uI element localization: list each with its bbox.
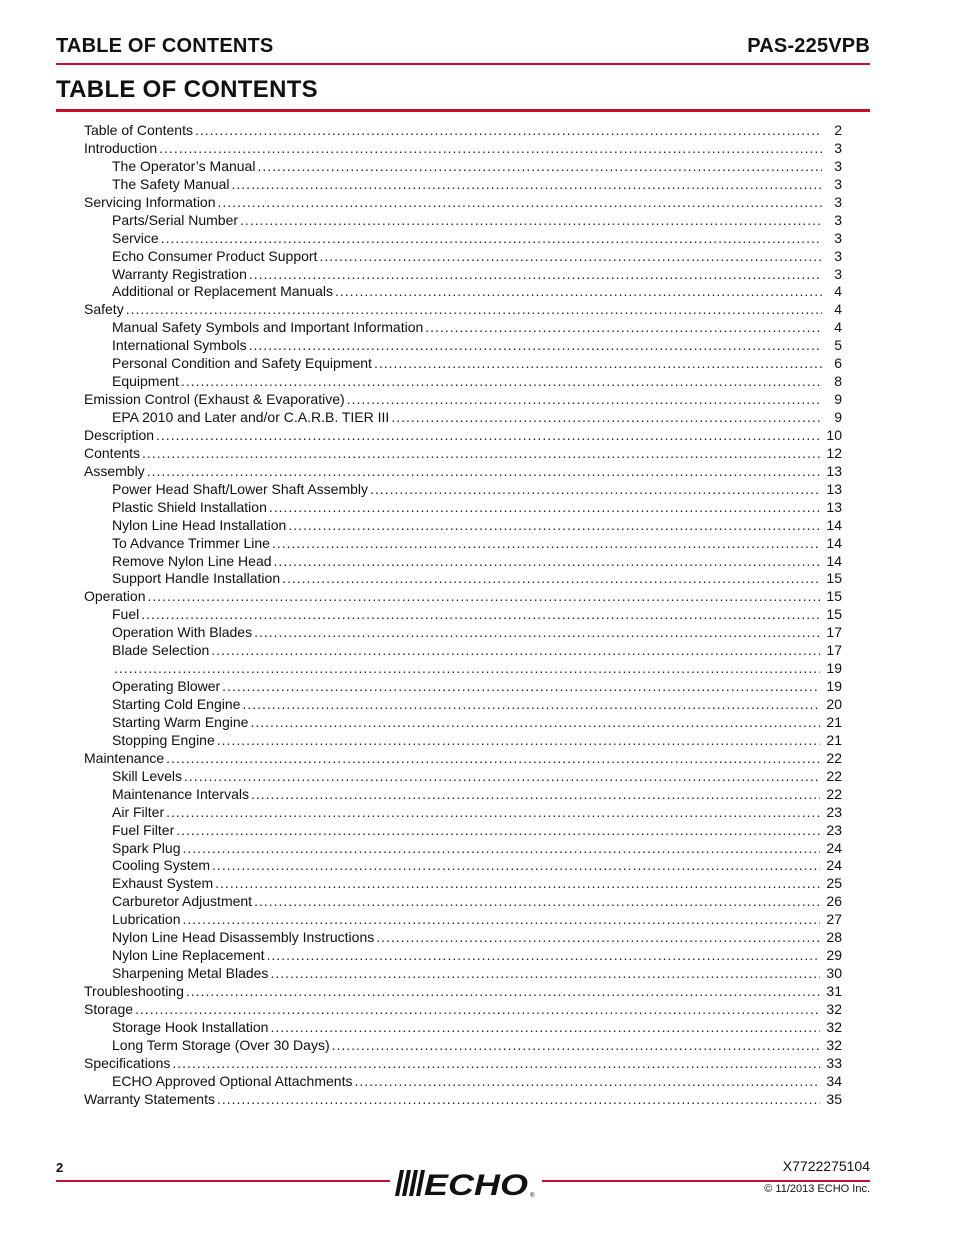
toc-entry-label: Power Head Shaft/Lower Shaft Assembly bbox=[112, 480, 369, 497]
toc-entry-label: Safety bbox=[84, 301, 124, 318]
toc-dot-leader bbox=[161, 230, 822, 248]
toc-entry-page: 33 bbox=[826, 1054, 842, 1071]
toc-dot-leader bbox=[232, 176, 822, 194]
toc-dot-leader bbox=[176, 822, 820, 840]
toc-entry[interactable] bbox=[84, 911, 842, 929]
toc-entry-label: Starting Warm Engine bbox=[112, 713, 249, 730]
toc-entry-page: 35 bbox=[826, 1090, 842, 1107]
toc-dot-leader bbox=[172, 1055, 820, 1073]
toc-dot-leader bbox=[250, 714, 820, 732]
toc-entry[interactable] bbox=[84, 1037, 842, 1055]
toc-entry[interactable] bbox=[84, 624, 842, 642]
toc-entry[interactable] bbox=[84, 714, 842, 732]
part-number: X7722275104 bbox=[782, 1158, 870, 1174]
svg-text:®: ® bbox=[530, 1193, 535, 1199]
toc-entry[interactable] bbox=[84, 822, 842, 840]
toc-dot-leader bbox=[156, 427, 820, 445]
toc-entry-label: Servicing Information bbox=[84, 193, 216, 210]
toc-entry-label: Stopping Engine bbox=[112, 731, 215, 748]
toc-entry-page: 3 bbox=[834, 157, 842, 174]
toc-entry-page: 9 bbox=[834, 409, 842, 425]
footer-page-number: 2 bbox=[56, 1160, 64, 1175]
toc-entry-page: 3 bbox=[834, 175, 842, 192]
toc-dot-leader bbox=[181, 373, 822, 391]
footer-divider-left bbox=[56, 1180, 390, 1182]
toc-entry-label: Plastic Shield Installation bbox=[112, 498, 267, 515]
toc-dot-leader bbox=[218, 194, 822, 212]
toc-dot-leader bbox=[374, 355, 822, 373]
toc-entry-page: 24 bbox=[826, 857, 842, 874]
toc-dot-leader bbox=[282, 570, 820, 588]
toc-entry[interactable] bbox=[84, 588, 842, 606]
toc-entry-page: 32 bbox=[826, 1018, 842, 1035]
toc-entry-page: 6 bbox=[834, 355, 842, 372]
toc-dot-leader bbox=[141, 606, 820, 624]
toc-entry-page: 13 bbox=[826, 498, 842, 515]
toc-dot-leader bbox=[354, 1073, 820, 1091]
toc-entry-label: Operation With Blades bbox=[112, 624, 253, 641]
toc-entry[interactable] bbox=[84, 750, 842, 768]
toc-entry-page: 21 bbox=[826, 713, 842, 730]
header-divider bbox=[56, 63, 870, 65]
toc-entry[interactable] bbox=[84, 373, 842, 391]
toc-entry-label: Long Term Storage (Over 30 Days) bbox=[112, 1036, 330, 1053]
toc-entry-label: Assembly bbox=[84, 462, 145, 479]
toc-dot-leader bbox=[211, 642, 820, 660]
toc-dot-leader bbox=[159, 140, 822, 158]
toc-entry-label: Maintenance bbox=[84, 749, 165, 766]
toc-entry-page: 8 bbox=[834, 373, 842, 390]
toc-dot-leader bbox=[254, 893, 820, 911]
toc-entry[interactable] bbox=[84, 391, 842, 409]
title-divider bbox=[56, 109, 870, 112]
toc-entry-page: 23 bbox=[826, 821, 842, 838]
toc-dot-leader bbox=[166, 750, 820, 768]
toc-entry-label: Carburetor Adjustment bbox=[112, 893, 253, 910]
toc-entry-page: 3 bbox=[834, 139, 842, 156]
toc-entry[interactable] bbox=[84, 140, 842, 158]
toc-entry-page: 9 bbox=[834, 391, 842, 408]
toc-entry[interactable] bbox=[84, 857, 842, 875]
toc-entry[interactable] bbox=[84, 606, 842, 624]
header-model-number: PAS-225VPB bbox=[747, 34, 870, 57]
toc-entry-label: Nylon Line Head Disassembly Instructions bbox=[112, 929, 375, 946]
toc-dot-leader bbox=[269, 499, 821, 517]
toc-entry[interactable] bbox=[84, 319, 842, 337]
toc-entry[interactable] bbox=[84, 301, 842, 319]
toc-entry-page: 22 bbox=[826, 767, 842, 784]
toc-entry-page: 12 bbox=[826, 444, 842, 461]
toc-entry[interactable] bbox=[84, 337, 842, 355]
toc-entry-label: Additional or Replacement Manuals bbox=[112, 283, 334, 300]
toc-entry[interactable] bbox=[84, 732, 842, 750]
toc-entry[interactable] bbox=[84, 499, 842, 517]
toc-entry[interactable] bbox=[84, 1019, 842, 1037]
toc-entry-page: 3 bbox=[834, 229, 842, 246]
toc-dot-leader bbox=[114, 660, 820, 678]
toc-dot-leader bbox=[274, 553, 821, 571]
toc-entry[interactable] bbox=[84, 642, 842, 660]
toc-entry-page: 21 bbox=[826, 731, 842, 748]
toc-entry[interactable] bbox=[84, 553, 842, 571]
toc-entry-label: Personal Condition and Safety Equipment bbox=[112, 355, 372, 372]
toc-dot-leader bbox=[142, 445, 820, 463]
toc-entry-page: 32 bbox=[826, 1000, 842, 1017]
toc-dot-leader bbox=[319, 248, 822, 266]
toc-entry-label: Fuel Filter bbox=[112, 821, 175, 838]
echo-logo bbox=[394, 1166, 542, 1200]
toc-entry-label: Echo Consumer Product Support bbox=[112, 247, 318, 264]
toc-dot-leader bbox=[186, 983, 821, 1001]
toc-entry[interactable] bbox=[84, 481, 842, 499]
toc-entry[interactable] bbox=[84, 535, 842, 553]
toc-dot-leader bbox=[240, 212, 822, 230]
toc-entry-page: 4 bbox=[834, 283, 842, 300]
toc-dot-leader bbox=[212, 857, 820, 875]
toc-entry-page: 29 bbox=[826, 947, 842, 964]
toc-entry-page: 15 bbox=[826, 570, 842, 587]
toc-entry-page: 26 bbox=[826, 893, 842, 910]
copyright-notice: © 11/2013 ECHO Inc. bbox=[764, 1183, 870, 1195]
toc-entry-label: To Advance Trimmer Line bbox=[112, 534, 270, 551]
toc-entry-page: 31 bbox=[826, 983, 842, 999]
toc-dot-leader bbox=[242, 696, 820, 714]
toc-entry-label: Spark Plug bbox=[112, 839, 181, 856]
toc-entry-page: 14 bbox=[826, 534, 842, 551]
toc-entry-page: 20 bbox=[826, 696, 842, 712]
toc-entry-page: 30 bbox=[826, 965, 842, 982]
table-of-contents bbox=[84, 122, 842, 1109]
toc-dot-leader bbox=[217, 732, 821, 750]
footer-divider-right bbox=[542, 1180, 870, 1182]
toc-entry-label: Blade Selection bbox=[112, 642, 210, 659]
toc-dot-leader bbox=[391, 409, 822, 427]
logo-wordmark: ECHO bbox=[424, 1169, 528, 1200]
toc-entry[interactable] bbox=[84, 194, 842, 212]
toc-entry-label: Emission Control (Exhaust & Evaporative) bbox=[84, 391, 345, 408]
toc-entry[interactable] bbox=[84, 355, 842, 373]
toc-entry[interactable] bbox=[84, 283, 842, 301]
toc-entry[interactable] bbox=[84, 804, 842, 822]
toc-dot-leader bbox=[222, 678, 820, 696]
toc-dot-leader bbox=[270, 965, 820, 983]
toc-entry-label: Air Filter bbox=[112, 803, 165, 820]
toc-entry-label: Maintenance Intervals bbox=[112, 785, 249, 802]
toc-entry[interactable] bbox=[84, 786, 842, 804]
toc-dot-leader bbox=[251, 786, 820, 804]
toc-entry[interactable] bbox=[84, 1091, 842, 1109]
toc-entry-label: The Operator’s Manual bbox=[112, 157, 256, 174]
toc-entry-page: 5 bbox=[834, 337, 842, 354]
toc-entry-page: 14 bbox=[826, 516, 842, 533]
toc-entry-page: 3 bbox=[834, 193, 842, 210]
toc-dot-leader bbox=[257, 158, 822, 176]
toc-entry[interactable] bbox=[84, 212, 842, 230]
toc-entry[interactable] bbox=[84, 947, 842, 965]
toc-entry[interactable] bbox=[84, 570, 842, 588]
toc-entry-label: Storage bbox=[84, 1000, 134, 1017]
toc-entry-label: The Safety Manual bbox=[112, 175, 230, 192]
toc-entry-label: EPA 2010 and Later and/or C.A.R.B. TIER III bbox=[112, 409, 390, 425]
page-header bbox=[56, 32, 870, 60]
toc-dot-leader bbox=[270, 1019, 820, 1037]
toc-entry-page: 3 bbox=[834, 265, 842, 282]
toc-dot-leader bbox=[217, 1091, 820, 1109]
toc-entry-page: 25 bbox=[826, 875, 842, 892]
toc-entry-page: 4 bbox=[834, 301, 842, 318]
toc-entry-label: ECHO Approved Optional Attachments bbox=[112, 1072, 353, 1089]
toc-entry[interactable] bbox=[84, 122, 842, 140]
page-title: TABLE OF CONTENTS bbox=[56, 76, 318, 103]
toc-dot-leader bbox=[184, 768, 820, 786]
toc-dot-leader bbox=[332, 1037, 821, 1055]
toc-entry[interactable] bbox=[84, 1055, 842, 1073]
toc-entry-label: Exhaust System bbox=[112, 875, 214, 892]
toc-entry[interactable] bbox=[84, 266, 842, 284]
toc-dot-leader bbox=[249, 266, 822, 284]
toc-entry-label: Storage Hook Installation bbox=[112, 1018, 269, 1035]
toc-entry-label: Starting Cold Engine bbox=[112, 696, 241, 712]
toc-entry-page: 19 bbox=[826, 660, 842, 677]
toc-entry-label: Introduction bbox=[84, 139, 158, 156]
toc-entry-label: Lubrication bbox=[112, 911, 181, 928]
toc-dot-leader bbox=[370, 481, 820, 499]
toc-entry-page: 23 bbox=[826, 803, 842, 820]
toc-dot-leader bbox=[166, 804, 820, 822]
toc-entry-label: Troubleshooting bbox=[84, 983, 184, 999]
toc-entry-label: Equipment bbox=[112, 373, 179, 390]
toc-entry-page: 32 bbox=[826, 1036, 842, 1053]
toc-entry[interactable] bbox=[84, 678, 842, 696]
toc-entry-page: 14 bbox=[826, 552, 842, 569]
toc-entry-page: 17 bbox=[826, 642, 842, 659]
toc-entry[interactable] bbox=[84, 230, 842, 248]
toc-entry[interactable] bbox=[84, 445, 842, 463]
toc-dot-leader bbox=[272, 535, 820, 553]
toc-entry-label: Parts/Serial Number bbox=[112, 211, 239, 228]
toc-entry-label: Support Handle Installation bbox=[112, 570, 281, 587]
toc-dot-leader bbox=[215, 875, 820, 893]
toc-dot-leader bbox=[376, 929, 820, 947]
toc-entry-page: 24 bbox=[826, 839, 842, 856]
toc-dot-leader bbox=[425, 319, 822, 337]
toc-entry-page: 22 bbox=[826, 749, 842, 766]
toc-entry-label: Nylon Line Head Installation bbox=[112, 516, 287, 533]
toc-entry[interactable] bbox=[84, 463, 842, 481]
toc-entry-label: Cooling System bbox=[112, 857, 211, 874]
toc-entry-page: 34 bbox=[826, 1072, 842, 1089]
toc-entry[interactable] bbox=[84, 176, 842, 194]
toc-entry[interactable] bbox=[84, 965, 842, 983]
toc-entry-label: Fuel bbox=[112, 606, 140, 623]
toc-entry[interactable] bbox=[84, 696, 842, 714]
toc-entry-label: Description bbox=[84, 426, 155, 443]
toc-entry-page: 15 bbox=[826, 606, 842, 623]
toc-entry-page: 22 bbox=[826, 785, 842, 802]
toc-dot-leader bbox=[183, 911, 821, 929]
toc-dot-leader bbox=[288, 517, 820, 535]
toc-entry[interactable] bbox=[84, 875, 842, 893]
toc-entry-label: Specifications bbox=[84, 1054, 171, 1071]
toc-entry-page: 10 bbox=[826, 426, 842, 443]
toc-entry[interactable] bbox=[84, 248, 842, 266]
toc-dot-leader bbox=[249, 337, 822, 355]
toc-entry[interactable] bbox=[84, 840, 842, 858]
toc-entry-label: Operation bbox=[84, 588, 146, 605]
toc-entry[interactable] bbox=[84, 983, 842, 1001]
toc-entry-page: 28 bbox=[826, 929, 842, 946]
toc-dot-leader bbox=[195, 122, 822, 140]
toc-entry-page: 15 bbox=[826, 588, 842, 605]
toc-entry-label: Skill Levels bbox=[112, 767, 183, 784]
toc-dot-leader bbox=[182, 840, 820, 858]
toc-entry[interactable] bbox=[84, 1001, 842, 1019]
toc-entry-page: 27 bbox=[826, 911, 842, 928]
toc-dot-leader bbox=[267, 947, 821, 965]
toc-dot-leader bbox=[126, 301, 822, 319]
toc-entry-label: Sharpening Metal Blades bbox=[112, 965, 269, 982]
toc-dot-leader bbox=[147, 463, 821, 481]
toc-entry[interactable] bbox=[84, 517, 842, 535]
toc-entry[interactable] bbox=[84, 427, 842, 445]
header-section-title: TABLE OF CONTENTS bbox=[56, 34, 274, 57]
toc-entry[interactable] bbox=[84, 893, 842, 911]
toc-dot-leader bbox=[254, 624, 820, 642]
toc-entry-label: Service bbox=[112, 229, 159, 246]
toc-entry[interactable] bbox=[84, 929, 842, 947]
toc-entry-label: Warranty Registration bbox=[112, 265, 247, 282]
toc-entry-page: 2 bbox=[834, 122, 842, 138]
toc-entry[interactable] bbox=[84, 1073, 842, 1091]
toc-entry-label: Operating Blower bbox=[112, 678, 221, 695]
toc-entry-label: Contents bbox=[84, 444, 141, 461]
toc-entry[interactable] bbox=[84, 660, 842, 678]
toc-entry-label: Table of Contents bbox=[84, 122, 193, 138]
toc-entry-label: International Symbols bbox=[112, 337, 247, 354]
toc-entry-page: 3 bbox=[834, 247, 842, 264]
toc-entry-page: 17 bbox=[826, 624, 842, 641]
toc-entry-label: Nylon Line Replacement bbox=[112, 947, 265, 964]
toc-entry-page: 13 bbox=[826, 462, 842, 479]
toc-dot-leader bbox=[147, 588, 820, 606]
toc-entry-label: Remove Nylon Line Head bbox=[112, 552, 272, 569]
toc-dot-leader bbox=[335, 283, 822, 301]
toc-dot-leader bbox=[347, 391, 822, 409]
toc-entry-page: 13 bbox=[826, 480, 842, 497]
toc-entry[interactable] bbox=[84, 409, 842, 427]
toc-entry-page: 4 bbox=[834, 319, 842, 336]
toc-entry-label: Manual Safety Symbols and Important Information bbox=[112, 319, 424, 336]
toc-entry-page: 19 bbox=[826, 678, 842, 695]
toc-entry[interactable] bbox=[84, 158, 842, 176]
toc-dot-leader bbox=[135, 1001, 820, 1019]
toc-entry-page: 3 bbox=[834, 211, 842, 228]
toc-entry[interactable] bbox=[84, 768, 842, 786]
toc-entry-label: Warranty Statements bbox=[84, 1090, 215, 1107]
